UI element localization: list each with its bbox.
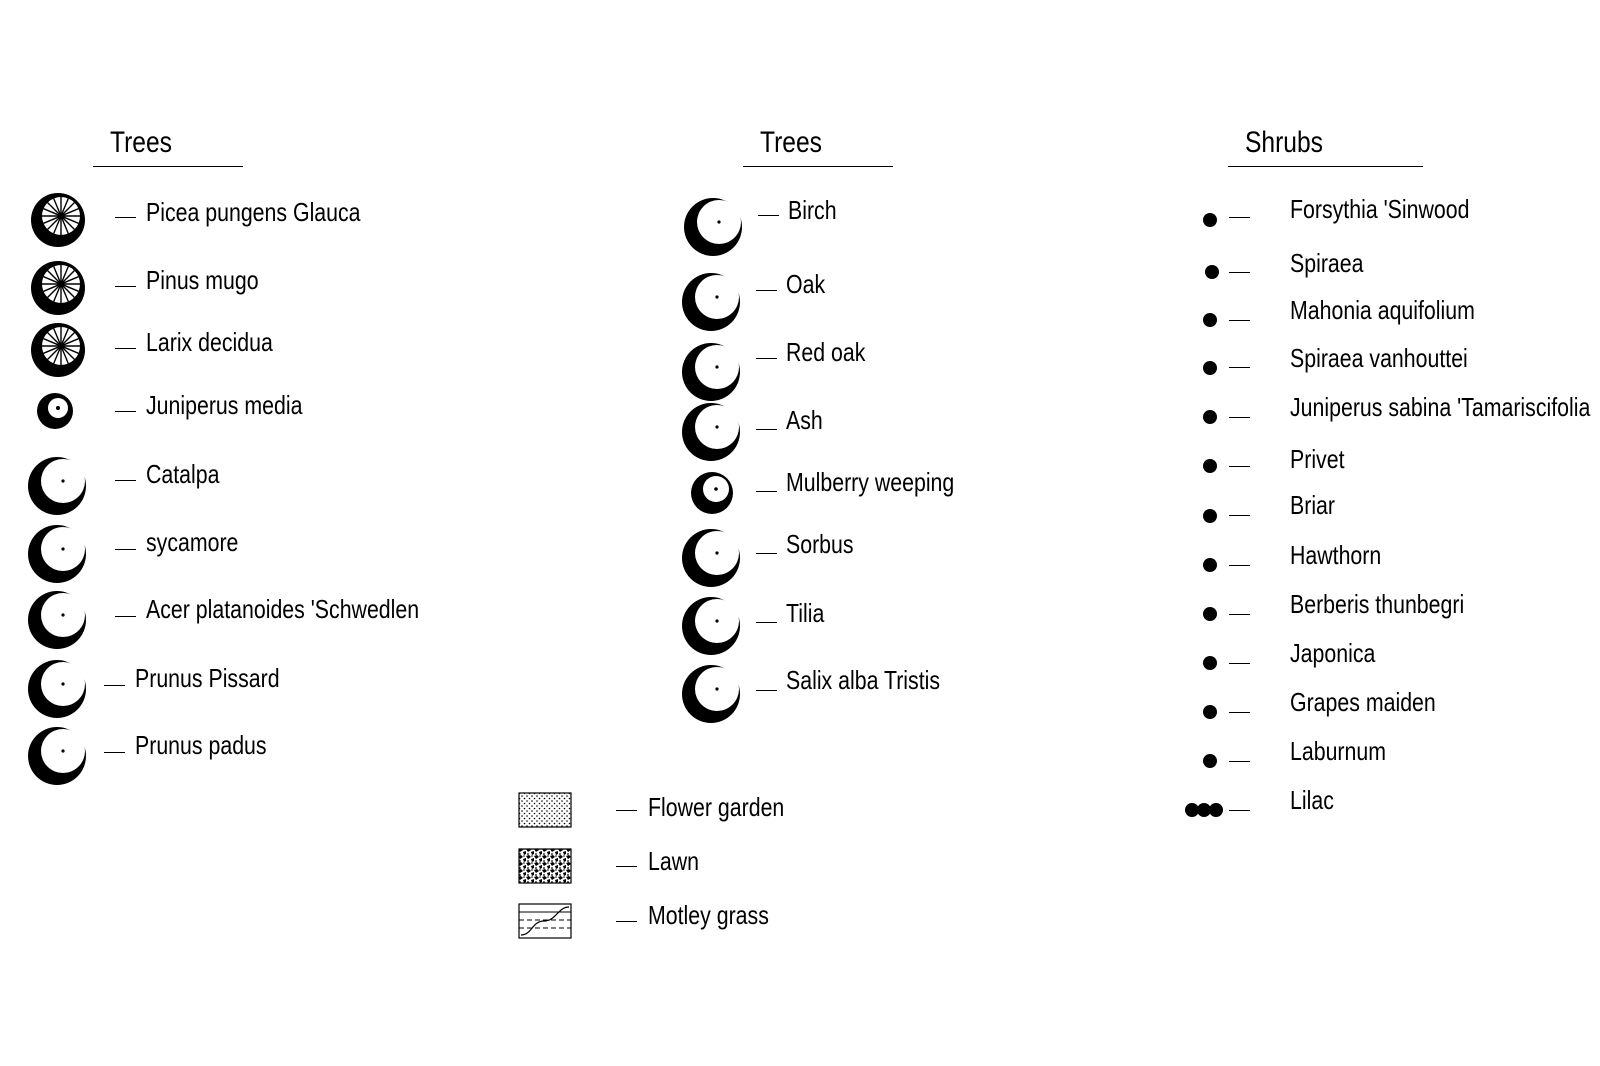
item-label: Flower garden <box>648 792 785 822</box>
shrub-dot-icon <box>1202 606 1218 622</box>
item-label: Hawthorn <box>1290 540 1382 570</box>
deciduous-tree-icon <box>680 524 746 590</box>
leader-line <box>115 348 136 349</box>
item-label: Laburnum <box>1290 736 1387 766</box>
shrub-dot-icon <box>1202 409 1218 425</box>
shrub-dot-icon <box>1202 655 1218 671</box>
leader-line <box>115 411 136 412</box>
leader-line <box>1229 417 1250 418</box>
item-label: Sorbus <box>786 529 854 559</box>
item-label: Salix alba Tristis <box>786 665 941 695</box>
item-label: Mahonia aquifolium <box>1290 295 1475 325</box>
deciduous-tree-icon <box>26 452 92 518</box>
shrub-dot-icon <box>1202 753 1218 769</box>
leader-line <box>758 215 779 216</box>
leader-line <box>104 685 125 686</box>
deciduous-tree-icon <box>680 338 746 404</box>
leader-line <box>1229 663 1250 664</box>
leader-line <box>115 286 136 287</box>
item-label: Prunus padus <box>135 730 267 760</box>
shrub-dot-icon <box>1202 458 1218 474</box>
item-label: Mulberry weeping <box>786 467 955 497</box>
item-label: Red oak <box>786 337 866 367</box>
deciduous-tree-icon <box>26 722 92 788</box>
leader-line <box>756 622 777 623</box>
flower-garden-hatch-icon <box>518 792 572 828</box>
column-title-shrubs: Shrubs <box>1245 126 1323 159</box>
deciduous-tree-icon <box>682 193 748 259</box>
deciduous-tree-icon <box>26 655 92 721</box>
conifer-spoked-icon <box>28 256 90 318</box>
leader-line <box>1229 515 1250 516</box>
item-label: sycamore <box>146 527 239 557</box>
item-label: Japonica <box>1290 638 1376 668</box>
conifer-spoked-icon <box>28 188 90 250</box>
leader-line <box>756 429 777 430</box>
leader-line <box>104 752 125 753</box>
item-label: Grapes maiden <box>1290 687 1436 717</box>
leader-line <box>1229 565 1250 566</box>
item-label: Birch <box>788 195 837 225</box>
item-label: Briar <box>1290 490 1336 520</box>
leader-line <box>1229 367 1250 368</box>
item-label: Motley grass <box>648 900 769 930</box>
deciduous-tree-icon <box>680 398 746 464</box>
small-tree-icon <box>36 390 76 430</box>
leader-line <box>1229 466 1250 467</box>
leader-line <box>1229 712 1250 713</box>
leader-line <box>756 690 777 691</box>
shrub-dot-icon <box>1202 508 1218 524</box>
shrub-dot-icon <box>1202 360 1218 376</box>
item-label: Acer platanoides 'Schwedlen <box>146 594 420 624</box>
shrub-dot-icon <box>1202 312 1218 328</box>
leader-line <box>115 217 136 218</box>
leader-line <box>616 810 637 811</box>
column-title-underline <box>1228 166 1423 167</box>
leader-line <box>1229 217 1250 218</box>
lawn-hatch-icon <box>518 848 572 884</box>
leader-line <box>1229 320 1250 321</box>
leader-line <box>115 616 136 617</box>
leader-line <box>1229 810 1250 811</box>
shrub-hedge-icon <box>1185 802 1229 818</box>
deciduous-tree-icon <box>26 586 92 652</box>
leader-line <box>616 921 637 922</box>
item-label: Lawn <box>648 846 699 876</box>
deciduous-tree-icon <box>26 520 92 586</box>
shrub-dot-icon <box>1204 264 1220 280</box>
item-label: Forsythia 'Sinwood <box>1290 194 1470 224</box>
leader-line <box>1229 614 1250 615</box>
item-label: Ash <box>786 405 823 435</box>
leader-line <box>115 549 136 550</box>
item-label: Picea pungens Glauca <box>146 197 361 227</box>
leader-line <box>1229 761 1250 762</box>
item-label: Lilac <box>1290 785 1334 815</box>
item-label: Spiraea vanhouttei <box>1290 343 1468 373</box>
deciduous-tree-icon <box>680 268 746 334</box>
column-title-underline <box>93 166 243 167</box>
column-title-trees-1: Trees <box>110 126 172 159</box>
leader-line <box>616 866 637 867</box>
item-label: Juniperus media <box>146 390 303 420</box>
shrub-dot-icon <box>1202 212 1218 228</box>
item-label: Berberis thunbegri <box>1290 589 1465 619</box>
item-label: Larix decidua <box>146 327 273 357</box>
leader-line <box>756 290 777 291</box>
shrub-dot-icon <box>1202 704 1218 720</box>
leader-line <box>115 480 136 481</box>
deciduous-tree-icon <box>680 660 746 726</box>
item-label: Catalpa <box>146 459 220 489</box>
column-title-underline <box>743 166 893 167</box>
leader-line <box>1229 272 1250 273</box>
item-label: Oak <box>786 269 826 299</box>
leader-line <box>756 491 777 492</box>
conifer-spoked-icon <box>28 318 90 380</box>
column-title-trees-2: Trees <box>760 126 822 159</box>
item-label: Pinus mugo <box>146 265 259 295</box>
shrub-dot-icon <box>1202 557 1218 573</box>
item-label: Tilia <box>786 598 825 628</box>
deciduous-tree-icon <box>680 592 746 658</box>
small-tree-icon <box>690 469 736 515</box>
item-label: Spiraea <box>1290 248 1364 278</box>
leader-line <box>756 358 777 359</box>
item-label: Privet <box>1290 444 1345 474</box>
motley-grass-hatch-icon <box>518 903 572 939</box>
item-label: Prunus Pissard <box>135 663 280 693</box>
item-label: Juniperus sabina 'Tamariscifolia <box>1290 392 1591 422</box>
leader-line <box>756 553 777 554</box>
